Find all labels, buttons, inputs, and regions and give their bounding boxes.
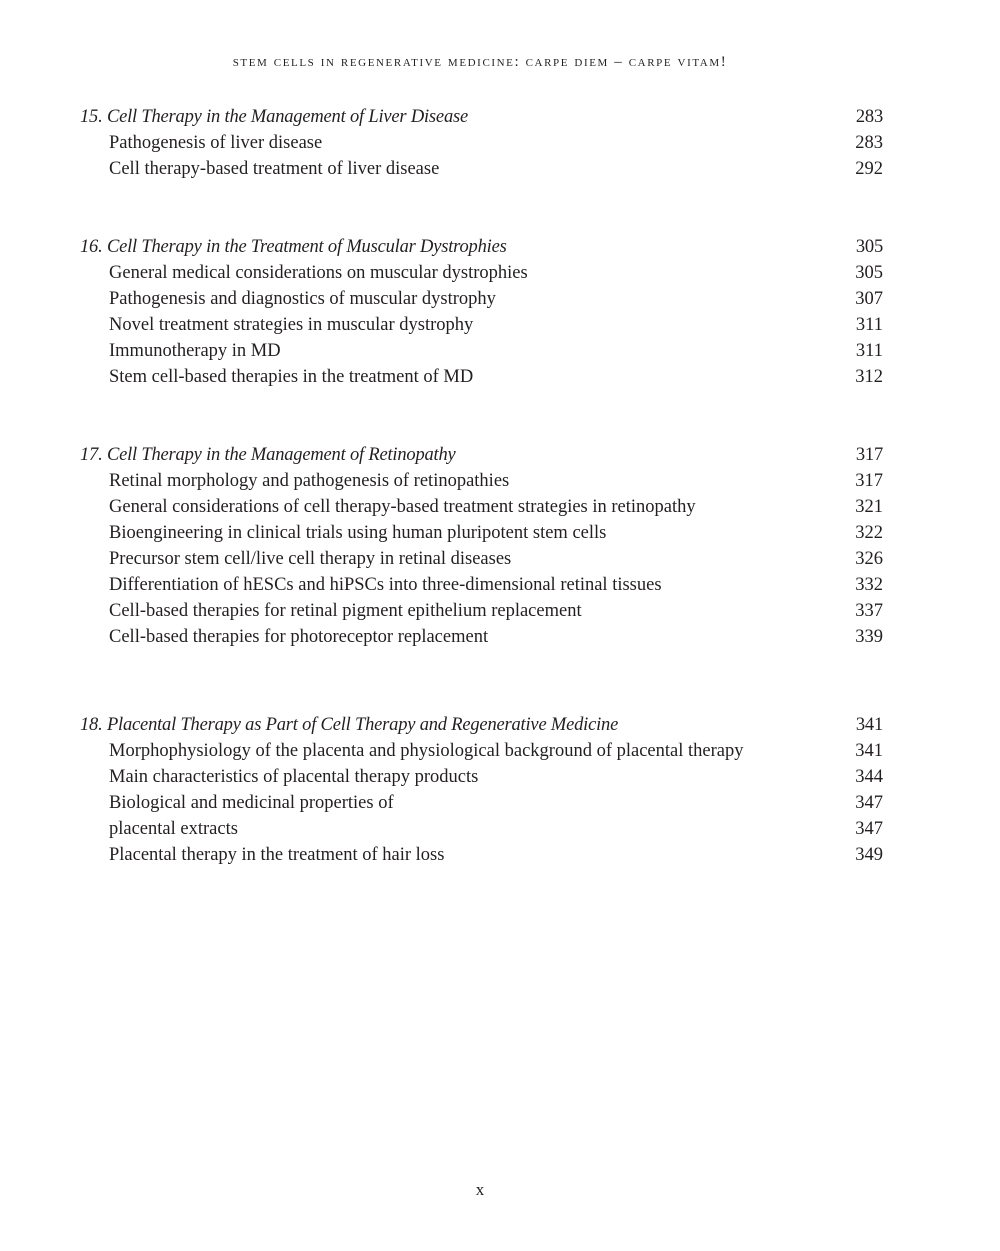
- section-row[interactable]: [80, 338, 883, 364]
- section-title: Pathogenesis of liver disease: [109, 133, 323, 153]
- section-page-number: 332: [855, 575, 883, 595]
- chapter-title: 16. Cell Therapy in the Treatment of Muscular Dystrophies: [80, 237, 507, 257]
- section-page-number: 311: [855, 341, 883, 361]
- section-row[interactable]: [80, 364, 883, 390]
- chapter-page-number: 283: [855, 107, 883, 127]
- section-title: Biological and medicinal properties of: [109, 793, 394, 813]
- section-page-number: 305: [855, 263, 883, 283]
- table-of-contents: [80, 104, 883, 868]
- section-row[interactable]: [80, 764, 883, 790]
- section-page-number: 344: [855, 767, 883, 787]
- chapter-title: 15. Cell Therapy in the Management of Liver Disease: [80, 107, 469, 127]
- section-row[interactable]: [80, 738, 883, 764]
- section-title: Differentiation of hESCs and hiPSCs into three-dimensional retinal tissues: [109, 575, 662, 595]
- section-page-number: 339: [855, 627, 883, 647]
- section-title: Main characteristics of placental therapy products: [109, 767, 479, 787]
- chapter-15: [80, 104, 883, 182]
- section-page-number: 292: [855, 159, 883, 179]
- section-title: Cell therapy-based treatment of liver disease: [109, 159, 440, 179]
- section-page-number: 337: [855, 601, 883, 621]
- section-row[interactable]: [80, 572, 883, 598]
- chapter-18: [80, 712, 883, 868]
- section-row[interactable]: [80, 816, 883, 842]
- section-row[interactable]: [80, 624, 883, 650]
- section-page-number: 312: [855, 367, 883, 387]
- chapter-title: 18. Placental Therapy as Part of Cell Therapy and Regenerative Medicine: [80, 715, 619, 735]
- section-page-number: 311: [855, 315, 883, 335]
- section-title: Stem cell-based therapies in the treatment of MD: [109, 367, 474, 387]
- chapter-title-row[interactable]: [80, 442, 883, 468]
- section-title: Retinal morphology and pathogenesis of retinopathies: [109, 471, 510, 491]
- section-title: Immunotherapy in MD: [109, 341, 281, 361]
- chapter-title-row[interactable]: [80, 712, 883, 738]
- section-title: Bioengineering in clinical trials using human pluripotent stem cells: [109, 523, 607, 543]
- section-row[interactable]: [80, 468, 883, 494]
- running-header: stem cells in regenerative medicine: carpe diem – carpe vitam!: [232, 54, 728, 70]
- chapter-page-number: 341: [855, 715, 883, 735]
- section-row[interactable]: [80, 260, 883, 286]
- section-row[interactable]: [80, 598, 883, 624]
- section-title: Pathogenesis and diagnostics of muscular dystrophy: [109, 289, 496, 309]
- chapter-title: 17. Cell Therapy in the Management of Retinopathy: [80, 445, 456, 465]
- section-page-number: 347: [855, 793, 883, 813]
- section-row[interactable]: [80, 312, 883, 338]
- section-title: General considerations of cell therapy-based treatment strategies in retinopathy: [109, 497, 696, 517]
- chapter-title-row[interactable]: [80, 104, 883, 130]
- section-page-number: 322: [855, 523, 883, 543]
- section-page-number: 321: [855, 497, 883, 517]
- chapter-title-row[interactable]: [80, 234, 883, 260]
- section-page-number: 307: [855, 289, 883, 309]
- chapter-page-number: 317: [855, 445, 883, 465]
- chapter-page-number: 305: [855, 237, 883, 257]
- section-title: Cell-based therapies for retinal pigment epithelium replacement: [109, 601, 582, 621]
- section-title: Morphophysiology of the placenta and physiological background of placental therapy: [109, 741, 744, 761]
- section-page-number: 283: [855, 133, 883, 153]
- section-row[interactable]: [80, 130, 883, 156]
- chapter-17: [80, 442, 883, 650]
- page-number-footer: x: [475, 1180, 485, 1199]
- section-page-number: 326: [855, 549, 883, 569]
- section-page-number: 341: [855, 741, 883, 761]
- section-page-number: 317: [855, 471, 883, 491]
- section-row[interactable]: [80, 842, 883, 868]
- section-row[interactable]: [80, 520, 883, 546]
- section-title: Cell-based therapies for photoreceptor replacement: [109, 627, 489, 647]
- section-page-number: 347: [855, 819, 883, 839]
- section-title: General medical considerations on muscular dystrophies: [109, 263, 528, 283]
- section-title: placental extracts: [109, 819, 238, 839]
- section-title: Precursor stem cell/live cell therapy in retinal diseases: [109, 549, 512, 569]
- section-row[interactable]: [80, 286, 883, 312]
- section-row[interactable]: [80, 546, 883, 572]
- section-title: Placental therapy in the treatment of hair loss: [109, 845, 445, 865]
- chapter-16: [80, 234, 883, 390]
- section-title: Novel treatment strategies in muscular dystrophy: [109, 315, 474, 335]
- section-row[interactable]: [80, 790, 883, 816]
- section-row[interactable]: [80, 156, 883, 182]
- section-page-number: 349: [855, 845, 883, 865]
- section-row[interactable]: [80, 494, 883, 520]
